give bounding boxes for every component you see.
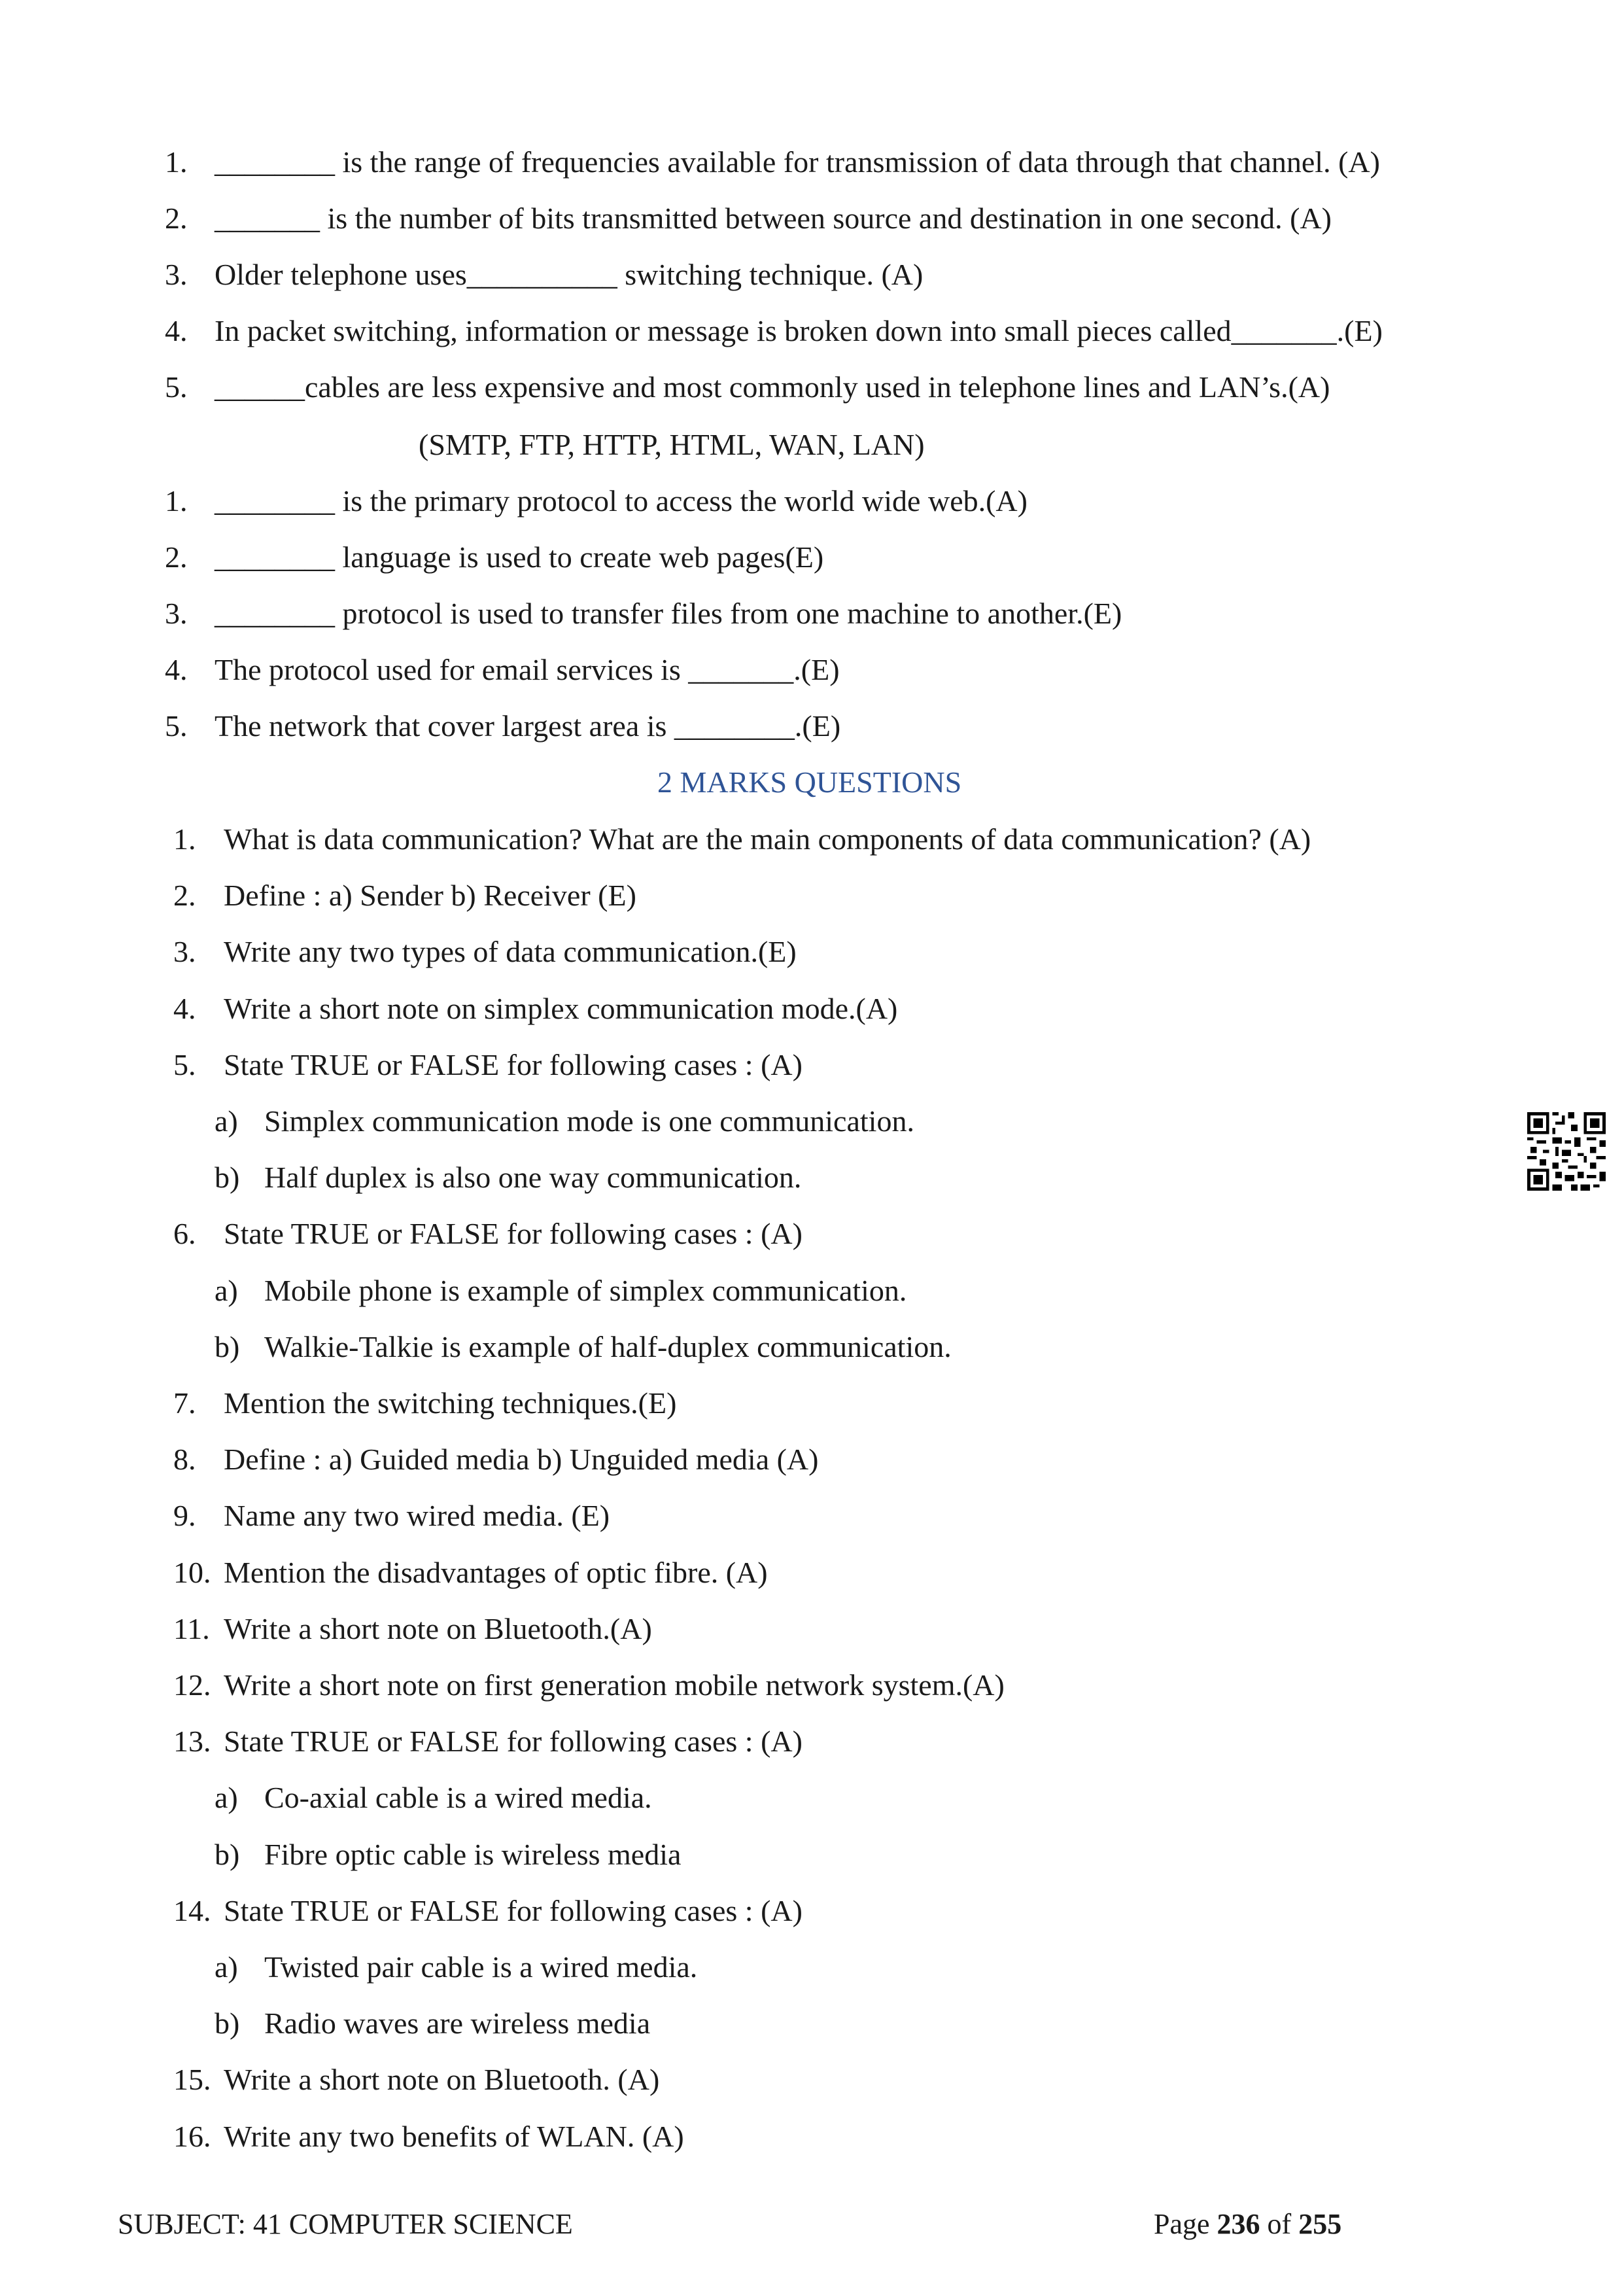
item-number: 15. (173, 2063, 211, 2097)
item-number: 5. (165, 370, 188, 404)
item-text (215, 199, 1332, 238)
item-number: 1. (165, 145, 188, 179)
item-number: 6. (173, 1217, 196, 1251)
item-text: Write a short note on Bluetooth. (A) (224, 2063, 660, 2097)
item-number: 14. (173, 1893, 211, 1927)
text-before-blank: Older telephone uses (215, 258, 467, 291)
item-number: b) (215, 1837, 240, 1871)
text-before-blank: The protocol used for email services is (215, 653, 689, 686)
item-text: Fibre optic cable is wireless media (264, 1837, 682, 1871)
fill-in-blank: ________ (215, 484, 335, 517)
item-number: 3. (165, 258, 188, 291)
item-number: 2. (165, 201, 188, 235)
item-text: Mobile phone is example of simplex communication. (264, 1273, 907, 1307)
fill-in-blank: _______ (688, 653, 794, 686)
item-text (215, 311, 1383, 351)
item-text: What is data communication? What are the main components of data communication? (A) (224, 822, 1311, 856)
item-text: Write any two benefits of WLAN. (A) (224, 2119, 684, 2153)
item-text: Mention the switching techniques.(E) (224, 1386, 677, 1420)
item-text (215, 368, 1330, 407)
item-text (215, 650, 840, 690)
item-number: 2. (165, 540, 188, 574)
item-number: a) (215, 1104, 238, 1138)
item-text (215, 707, 840, 746)
item-text: Radio waves are wireless media (264, 2006, 651, 2041)
footer-page-number: Page 236 of 255 (1154, 2208, 1342, 2240)
text-after-blank: is the primary protocol to access the world wide web.(A) (335, 484, 1028, 517)
item-text: Half duplex is also one way communication. (264, 1161, 802, 1195)
fill-in-blank: __________ (466, 258, 617, 291)
options-list: (SMTP, FTP, HTTP, HTML, WAN, LAN) (419, 428, 925, 461)
text-before-blank: The network that cover largest area is (215, 709, 674, 743)
item-text: Co-axial cable is a wired media. (264, 1781, 652, 1815)
item-number: 12. (173, 1668, 211, 1702)
text-after-blank: is the range of frequencies available for transmission of data through that channel. (A) (335, 145, 1380, 179)
fill-in-blank: ________ (215, 145, 335, 179)
item-number: b) (215, 1161, 240, 1195)
section-heading-2-marks: 2 MARKS QUESTIONS (657, 765, 962, 799)
item-number: 5. (173, 1047, 196, 1081)
item-number: a) (215, 1781, 238, 1815)
item-text: State TRUE or FALSE for following cases : (A) (224, 1047, 803, 1081)
text-after-blank: .(E) (793, 653, 840, 686)
item-text (215, 594, 1122, 633)
item-number: 4. (165, 314, 188, 347)
item-number: 3. (173, 935, 196, 969)
text-after-blank: cables are less expensive and most commonly used in telephone lines and LAN’s.(A) (305, 370, 1330, 404)
fill-in-blank: _______ (1231, 314, 1337, 347)
item-number: b) (215, 2006, 240, 2041)
text-after-blank: is the number of bits transmitted between source and destination in one second. (A) (320, 201, 1332, 235)
item-text: Write any two types of data communication.(E) (224, 935, 797, 969)
item-text (215, 255, 923, 294)
item-number: 1. (165, 484, 188, 517)
fill-in-blank: ________ (215, 597, 335, 630)
item-number: 7. (173, 1386, 196, 1420)
item-number: 4. (173, 991, 196, 1025)
item-text: State TRUE or FALSE for following cases : (A) (224, 1217, 803, 1251)
item-text (215, 482, 1028, 521)
text-after-blank: switching technique. (A) (617, 258, 924, 291)
item-number: 9. (173, 1499, 196, 1533)
item-text: State TRUE or FALSE for following cases : (A) (224, 1725, 803, 1759)
item-text: Name any two wired media. (E) (224, 1499, 610, 1533)
item-number: 2. (173, 879, 196, 913)
item-text: Write a short note on simplex communication mode.(A) (224, 991, 898, 1025)
footer-subject: SUBJECT: 41 COMPUTER SCIENCE (118, 2208, 573, 2240)
text-before-blank: In packet switching, information or message is broken down into small pieces called (215, 314, 1232, 347)
qr-code-icon (1527, 1112, 1606, 1191)
item-number: a) (215, 1950, 238, 1984)
item-number: 8. (173, 1443, 196, 1477)
item-text: Twisted pair cable is a wired media. (264, 1950, 698, 1984)
item-number: 3. (165, 597, 188, 630)
text-after-blank: .(E) (794, 709, 841, 743)
item-text: Mention the disadvantages of optic fibre. (A) (224, 1555, 768, 1589)
item-number: 5. (165, 709, 188, 743)
item-text: Simplex communication mode is one communication. (264, 1104, 914, 1138)
fill-in-blank: ______ (215, 370, 305, 404)
item-text (215, 538, 823, 577)
item-number: 11. (173, 1611, 210, 1645)
fill-in-blank: _______ (215, 201, 320, 235)
item-number: b) (215, 1329, 240, 1363)
item-number: 1. (173, 822, 196, 856)
item-text: Write a short note on first generation mobile network system.(A) (224, 1668, 1005, 1702)
item-text: Walkie-Talkie is example of half-duplex communication. (264, 1329, 952, 1363)
item-number: 4. (165, 653, 188, 686)
item-text: Write a short note on Bluetooth.(A) (224, 1611, 652, 1645)
text-after-blank: .(E) (1336, 314, 1383, 347)
text-after-blank: protocol is used to transfer files from one machine to another.(E) (335, 597, 1122, 630)
item-text: Define : a) Sender b) Receiver (E) (224, 879, 636, 913)
fill-in-blank: ________ (674, 709, 795, 743)
item-text: Define : a) Guided media b) Unguided media (A) (224, 1443, 819, 1477)
item-number: a) (215, 1273, 238, 1307)
item-number: 13. (173, 1725, 211, 1759)
item-text: State TRUE or FALSE for following cases : (A) (224, 1893, 803, 1927)
item-number: 16. (173, 2119, 211, 2153)
fill-in-blank: ________ (215, 540, 335, 574)
item-number: 10. (173, 1555, 211, 1589)
text-after-blank: language is used to create web pages(E) (335, 540, 824, 574)
item-text (215, 143, 1380, 182)
